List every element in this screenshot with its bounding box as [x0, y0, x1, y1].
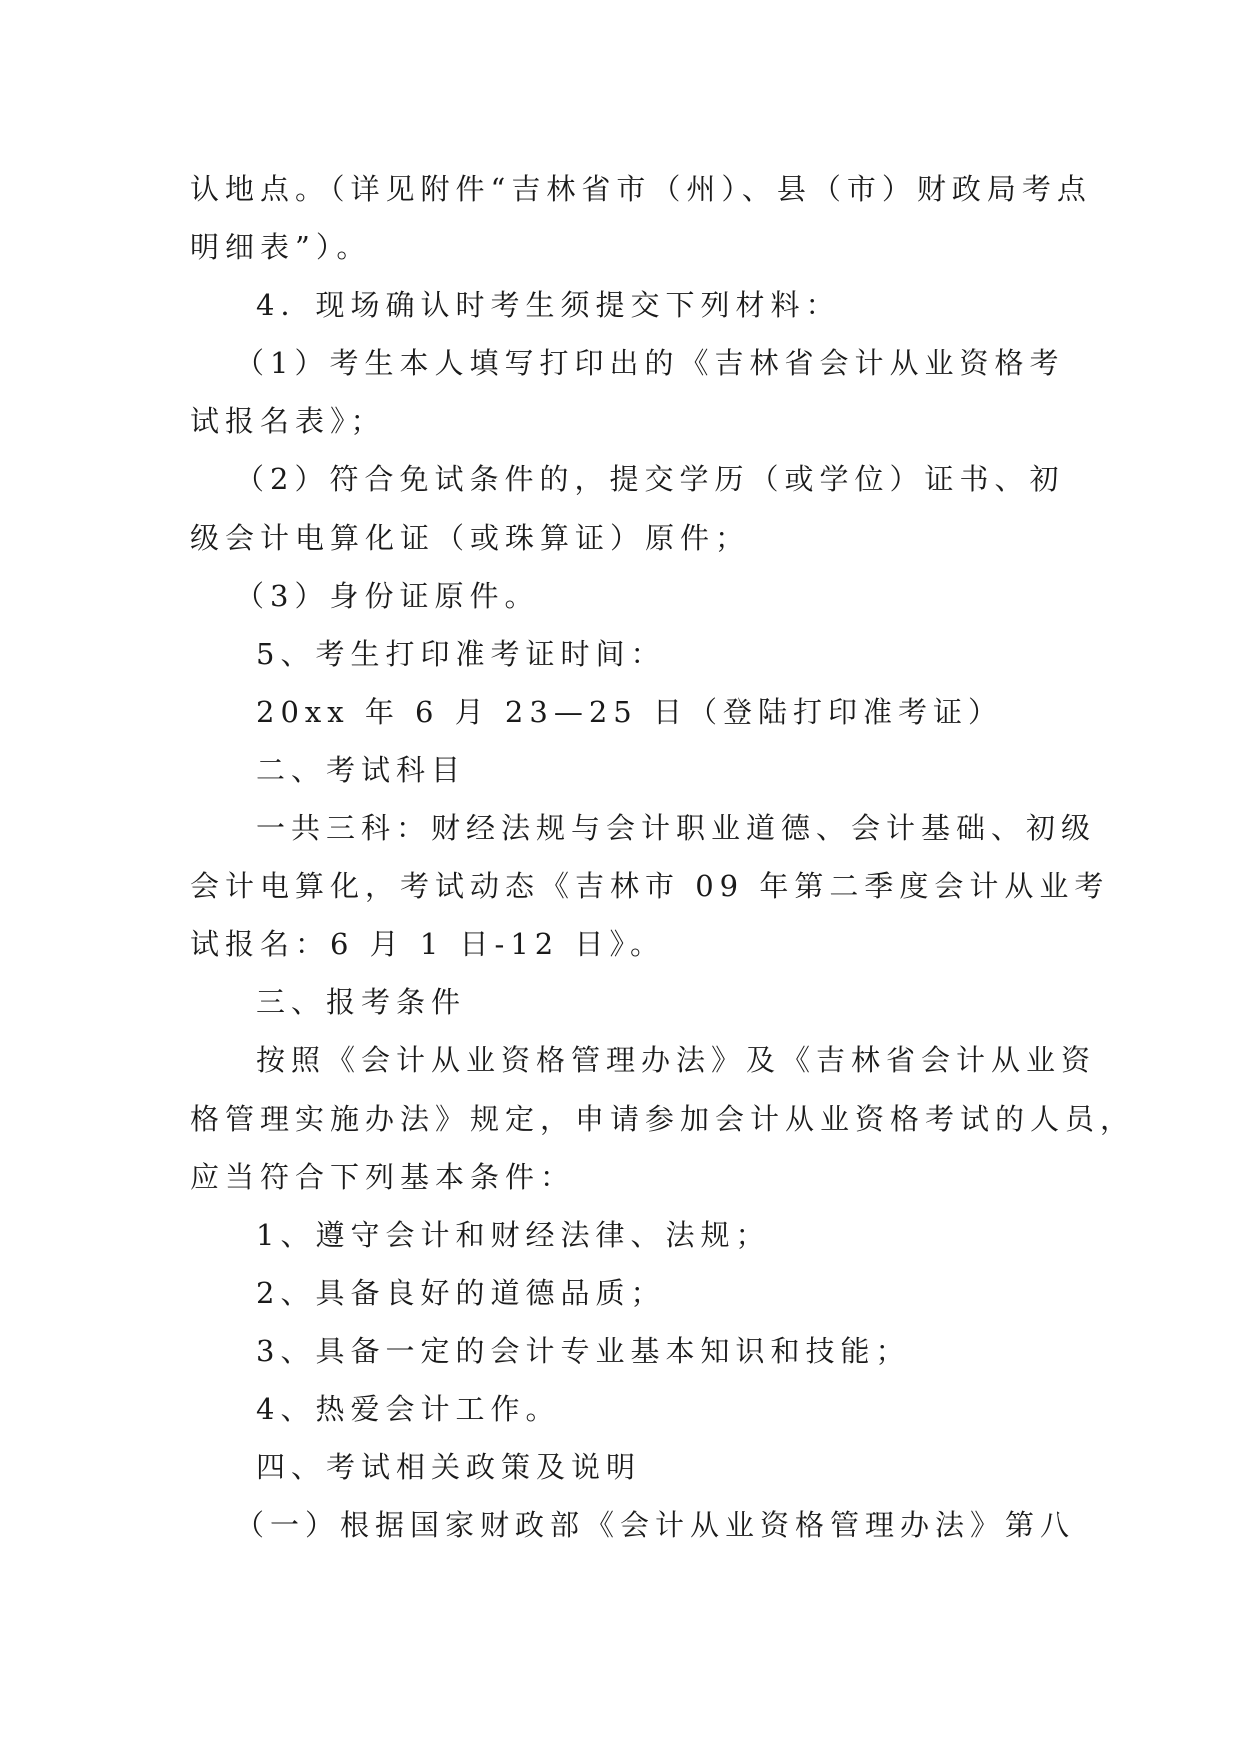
text-line: （3）身份证原件。 [235, 578, 540, 613]
text-line: 一共三科：财经法规与会计职业道德、会计基础、初级 [256, 811, 1097, 846]
text-line: 3、具备一定的会计专业基本知识和技能； [256, 1333, 911, 1368]
text-line: 二、考试科目 [256, 752, 467, 787]
text-line: 明细表”）。 [190, 230, 372, 265]
text-line: 试报名表》； [190, 404, 386, 439]
text-line: （2）符合免试条件的，提交学历（或学位）证书、初 [235, 462, 1065, 497]
text-line: 2、具备良好的道德品质； [256, 1275, 666, 1310]
text-line: 三、报考条件 [256, 985, 467, 1020]
text-line: 认地点。（详见附件“吉林省市（州）、县（市）财政局考点 [190, 172, 1092, 206]
text-line: 5、考生打印准考证时间： [256, 636, 666, 671]
text-line: 4、热爱会计工作。 [256, 1391, 561, 1426]
text-line: 四、考试相关政策及说明 [256, 1450, 642, 1485]
text-line: 4．现场确认时考生须提交下列材料： [256, 288, 841, 323]
document-body [190, 160, 1136, 1554]
text-line: 1、遵守会计和财经法律、法规； [256, 1217, 771, 1252]
text-line: 20xx 年 6 月 23—25 日（登陆打印准考证） [256, 694, 1003, 729]
text-line: 会计电算化，考试动态《吉林市 09 年第二季度会计从业考 [190, 869, 1110, 904]
text-line: 试报名：6 月 1 日-12 日》。 [190, 927, 665, 962]
text-line: 格管理实施办法》规定，申请参加会计从业资格考试的人员， [190, 1101, 1136, 1136]
text-line: （一）根据国家财政部《会计从业资格管理办法》第八 [235, 1508, 1076, 1543]
text-line: 按照《会计从业资格管理办法》及《吉林省会计从业资 [256, 1043, 1097, 1078]
text-line: 级会计电算化证（或珠算证）原件； [190, 520, 751, 555]
text-line: 应当符合下列基本条件： [190, 1159, 576, 1194]
text-line: （1）考生本人填写打印出的《吉林省会计从业资格考 [235, 346, 1065, 381]
